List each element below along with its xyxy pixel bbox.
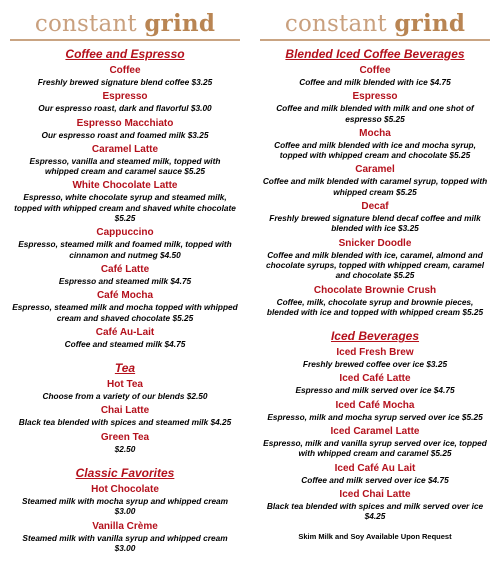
menu-item-name: Chai Latte <box>100 405 150 417</box>
menu-item-desc: Freshly brewed signature blend decaf coffee and milk blended with ice $3.25 <box>269 213 481 234</box>
menu-group-classic-favorites <box>0 484 250 553</box>
menu-item-desc: Espresso, milk and mocha syrup served over ice $5.25 <box>267 411 483 422</box>
menu-item-desc: $2.50 <box>114 443 136 454</box>
menu-item-desc: Freshly brewed signature blend coffee $3.25 <box>37 77 213 87</box>
menu-item-desc: Espresso, steamed milk and mocha topped with whipped cream and shaved chocolate $5.25 <box>12 302 238 323</box>
menu-item-name: Iced Café Latte <box>339 373 411 385</box>
menu-item-desc: Espresso, milk and vanilla syrup served over ice, topped with whipped cream and caramel $5.25 <box>263 438 487 459</box>
menu-item-desc: Coffee and milk blended with caramel syrup, topped with whipped cream $5.25 <box>262 176 488 197</box>
menu-item-desc: Choose from a variety of our blends $2.50 <box>42 391 208 402</box>
menu-item-name: Espresso <box>102 91 148 103</box>
left-column <box>0 0 250 553</box>
menu-item-name: Chocolate Brownie Crush <box>313 284 437 296</box>
menu-item-desc: Our espresso roast, dark and flavorful $3.00 <box>38 103 212 114</box>
menu-item-name: Iced Fresh Brew <box>336 347 414 359</box>
menu-item-name: Green Tea <box>100 431 150 443</box>
menu-item-name: Café Mocha <box>96 290 154 302</box>
right-column <box>250 0 500 542</box>
brand-logo <box>0 12 250 35</box>
menu-item-name: Espresso Macchiato <box>76 117 174 129</box>
menu-item-desc: Coffee and milk served over ice $4.75 <box>301 474 449 485</box>
footer-note: Skim Milk and Soy Available Upon Request <box>298 531 452 541</box>
menu-item-name: Iced Caramel Latte <box>330 426 420 438</box>
menu-item-name: Caramel Latte <box>91 143 159 155</box>
menu-item-desc: Coffee and milk blended with ice, caramel, almond and chocolate syrups, topped with whipped cream, caramel and chocolate $5.25 <box>265 249 485 281</box>
section-title-coffee-espresso: Coffee and Espresso <box>65 47 185 61</box>
section-title-tea: Tea <box>114 361 136 376</box>
brand-word-grind: grind <box>144 10 216 37</box>
menu-item-name: Coffee <box>109 65 141 76</box>
header-divider <box>260 39 490 41</box>
menu-item-name: Espresso <box>352 91 398 103</box>
section-title-classic-favorites: Classic Favorites <box>75 466 175 481</box>
menu-item-desc: Steamed milk with vanilla syrup and whipped cream $3.00 <box>22 532 228 553</box>
menu-group-blended-iced-coffee <box>250 65 500 317</box>
menu-item-name: Café Au-Lait <box>95 326 155 338</box>
menu-item-name: Cappuccino <box>96 227 154 239</box>
menu-item-desc: Espresso, white chocolate syrup and steamed milk, topped with whipped cream and shaved white chocolate $5.25 <box>14 192 236 224</box>
menu-item-desc: Espresso and steamed milk $4.75 <box>58 275 192 286</box>
menu-group-coffee-espresso <box>0 65 250 349</box>
menu-item-desc: Black tea blended with spices and steamed milk $4.25 <box>18 417 232 428</box>
brand-word-constant: constant <box>284 11 387 37</box>
menu-group-tea <box>0 379 250 454</box>
menu-item-name: Vanilla Crème <box>92 520 158 532</box>
menu-item-name: Hot Chocolate <box>91 484 159 496</box>
menu-item-desc: Coffee and milk blended with milk and one shot of espresso $5.25 <box>276 103 474 124</box>
menu-item-desc: Coffee and steamed milk $4.75 <box>64 338 186 349</box>
menu-group-iced-beverages <box>250 347 500 521</box>
menu-item-desc: Espresso and milk served over ice $4.75 <box>295 385 455 396</box>
menu-item-name: Mocha <box>359 127 391 139</box>
menu-item-desc: Steamed milk with mocha syrup and whipped cream $3.00 <box>21 496 229 517</box>
menu-item-name: Iced Café Au Lait <box>334 462 416 474</box>
menu-item-name: Snicker Doodle <box>338 237 412 249</box>
menu-item-name: Decaf <box>361 201 389 213</box>
menu-item-desc: Our espresso roast and foamed milk $3.25 <box>41 129 209 140</box>
menu-item-desc: Espresso, vanilla and steamed milk, topped with whipped cream and caramel sauce $5.25 <box>29 155 221 177</box>
brand-word-grind: grind <box>394 10 466 37</box>
menu-item-desc: Coffee and milk blended with ice $4.75 <box>299 77 451 87</box>
menu-item-name: Hot Tea <box>107 379 143 391</box>
section-title-iced-beverages: Iced Beverages <box>330 329 420 344</box>
menu-item-desc: Freshly brewed coffee over ice $3.25 <box>302 359 448 370</box>
menu-item-desc: Coffee, milk, chocolate syrup and brownie pieces, blended with ice and topped with whipped cream $5.25 <box>266 296 484 317</box>
menu-item-name: Caramel <box>355 164 395 176</box>
header-divider <box>10 39 240 41</box>
menu-item-name: Iced Chai Latte <box>339 488 411 500</box>
menu-item-name: Café Latte <box>100 263 150 275</box>
menu-item-desc: Espresso, steamed milk and foamed milk, topped with cinnamon and nutmeg $4.50 <box>18 239 232 260</box>
brand-word-constant: constant <box>34 11 137 37</box>
menu-item-name: White Chocolate Latte <box>72 180 178 192</box>
menu-item-name: Coffee <box>359 65 391 76</box>
menu-item-desc: Coffee and milk blended with ice and mocha syrup, topped with whipped cream and chocolate $5.25 <box>274 139 476 161</box>
menu-item-desc: Black tea blended with spices and milk served over ice $4.25 <box>266 500 484 522</box>
section-title-blended-iced-coffee: Blended Iced Coffee Beverages <box>285 47 465 61</box>
brand-logo <box>250 12 500 35</box>
menu-item-name: Iced Café Mocha <box>335 399 415 411</box>
